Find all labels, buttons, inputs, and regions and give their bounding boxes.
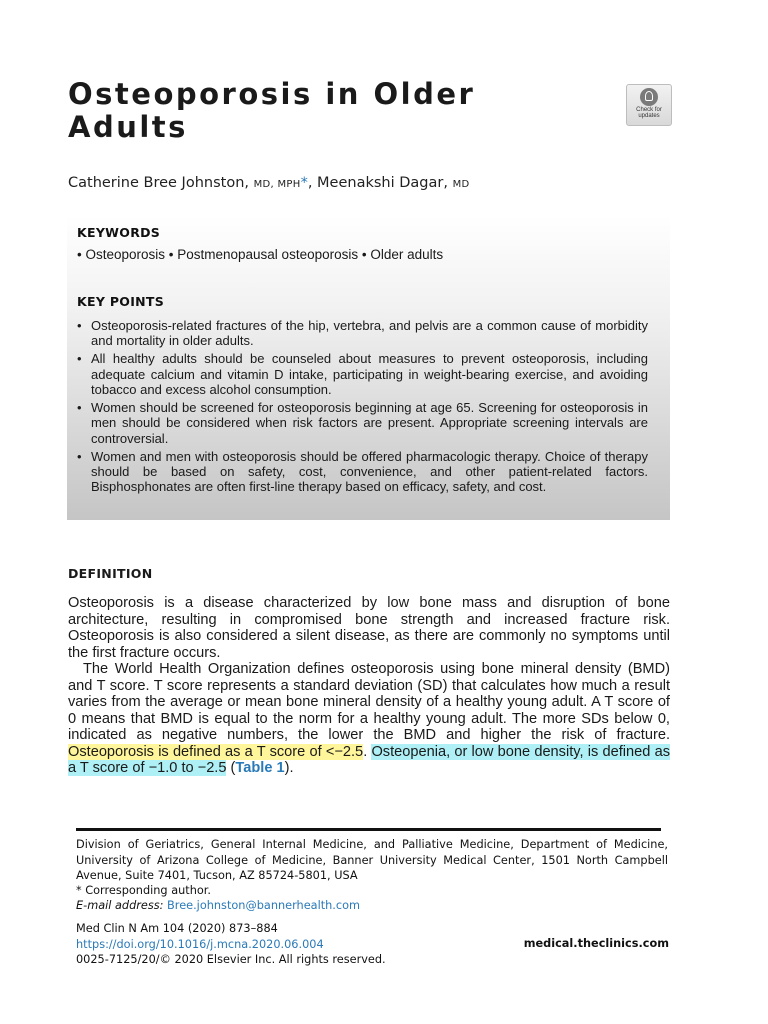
paragraph-2-text: The World Health Organization defines osteoporosis using bone mineral density (BMD) and T score. T score represents a standard deviation (SD) that calculates how much a result varies from the average or mean bone mineral density of a healthy young adult. A T score of 0 means that BMD is equal to the norm for a healthy young adult. The more SDs below 0, indicated as negative numbers, the lower the BMD and higher the risk of fracture. xyxy=(68,661,670,743)
badge-line-1: Check for xyxy=(636,107,662,113)
title-line-1: Osteoporosis in Older xyxy=(68,77,476,111)
title-line-2: Adults xyxy=(68,110,188,144)
osteoporosis-definition-highlight: Osteoporosis is defined as a T score of <−2.5 xyxy=(68,743,364,760)
corresponding-author-note: * Corresponding author. xyxy=(76,884,211,897)
key-point-item: • Women and men with osteoporosis should be offered pharmacologic therapy. Choice of therapy should be based on safety, cost, convenience, and other patient-related factors. Bisphosphonates are often first-line therapy based on efficacy, safety, and cost. xyxy=(77,449,648,495)
affiliation-footnote: Division of Geriatrics, General Internal Medicine, and Palliative Medicine, Department of Medicine, University of Arizona College of Medicine, Banner University Medical Center, 1501 North Campbell Avenue, Suite 7401, Tucson, AZ 85724-5801, USA xyxy=(76,838,668,882)
osteopenia-definition-highlight: Osteopenia, or low bone density, is defined as a T score of −1.0 to −2.5 xyxy=(68,743,670,776)
email-link[interactable]: Bree.johnston@bannerhealth.com xyxy=(167,899,361,912)
key-point-item: • All healthy adults should be counseled about measures to prevent osteoporosis, including adequate calcium and vitamin D intake, participating in weight-bearing exercise, and avoiding tobacco and excess alcohol consumption. xyxy=(77,351,648,397)
journal-site: medical.theclinics.com xyxy=(523,937,669,950)
key-points-heading: KEY POINTS xyxy=(77,294,165,309)
author-1-name: Catherine Bree Johnston, xyxy=(68,175,254,191)
author-line xyxy=(68,175,470,191)
definition-heading: DEFINITION xyxy=(68,566,153,581)
email-line xyxy=(76,898,668,914)
sentence-separator: . xyxy=(363,743,372,760)
key-point-item: • Osteoporosis-related fractures of the hip, vertebra, and pelvis are a common cause of morbidity and mortality in older adults. xyxy=(77,318,648,349)
author-separator: , xyxy=(307,175,318,191)
article-title xyxy=(68,78,538,144)
journal-citation: Med Clin N Am 104 (2020) 873–884 xyxy=(76,922,278,935)
check-for-updates-badge[interactable] xyxy=(626,84,672,126)
table-1-link[interactable]: Table 1 xyxy=(235,760,285,776)
copyright-line: 0025-7125/20/© 2020 Elsevier Inc. All rights reserved. xyxy=(76,953,386,966)
keywords-list: • Osteoporosis • Postmenopausal osteoporosis • Older adults xyxy=(77,247,444,262)
key-points-list xyxy=(77,318,648,497)
key-point-item: • Women should be screened for osteoporosis beginning at age 65. Screening for osteoporosis in men should be considered when risk factors are present. Appropriate screening intervals are controversial. xyxy=(77,400,648,446)
keywords-heading: KEYWORDS xyxy=(77,225,161,240)
author-2-name: Meenakshi Dagar, xyxy=(317,175,453,191)
check-updates-icon xyxy=(640,88,658,106)
author-2-degrees: MD xyxy=(452,179,470,190)
footnote-divider xyxy=(76,828,661,831)
definition-paragraph-2 xyxy=(68,661,670,777)
paren-open: ( xyxy=(226,760,236,776)
email-label: E-mail address: xyxy=(76,899,164,912)
definition-paragraph-1: Osteoporosis is a disease characterized by low bone mass and disruption of bone architecture, resulting in compromised bone strength and increased fracture risk. Osteoporosis is also considered a silent disease, as there are commonly no symptoms until the first fracture occurs. xyxy=(68,595,670,661)
badge-line-2: updates xyxy=(638,113,660,119)
doi-link[interactable]: https://doi.org/10.1016/j.mcna.2020.06.004 xyxy=(76,937,324,951)
author-1-degrees: MD, MPH xyxy=(253,179,301,190)
corresponding-author-mark[interactable]: * xyxy=(300,175,308,191)
paren-close: ). xyxy=(284,760,294,776)
